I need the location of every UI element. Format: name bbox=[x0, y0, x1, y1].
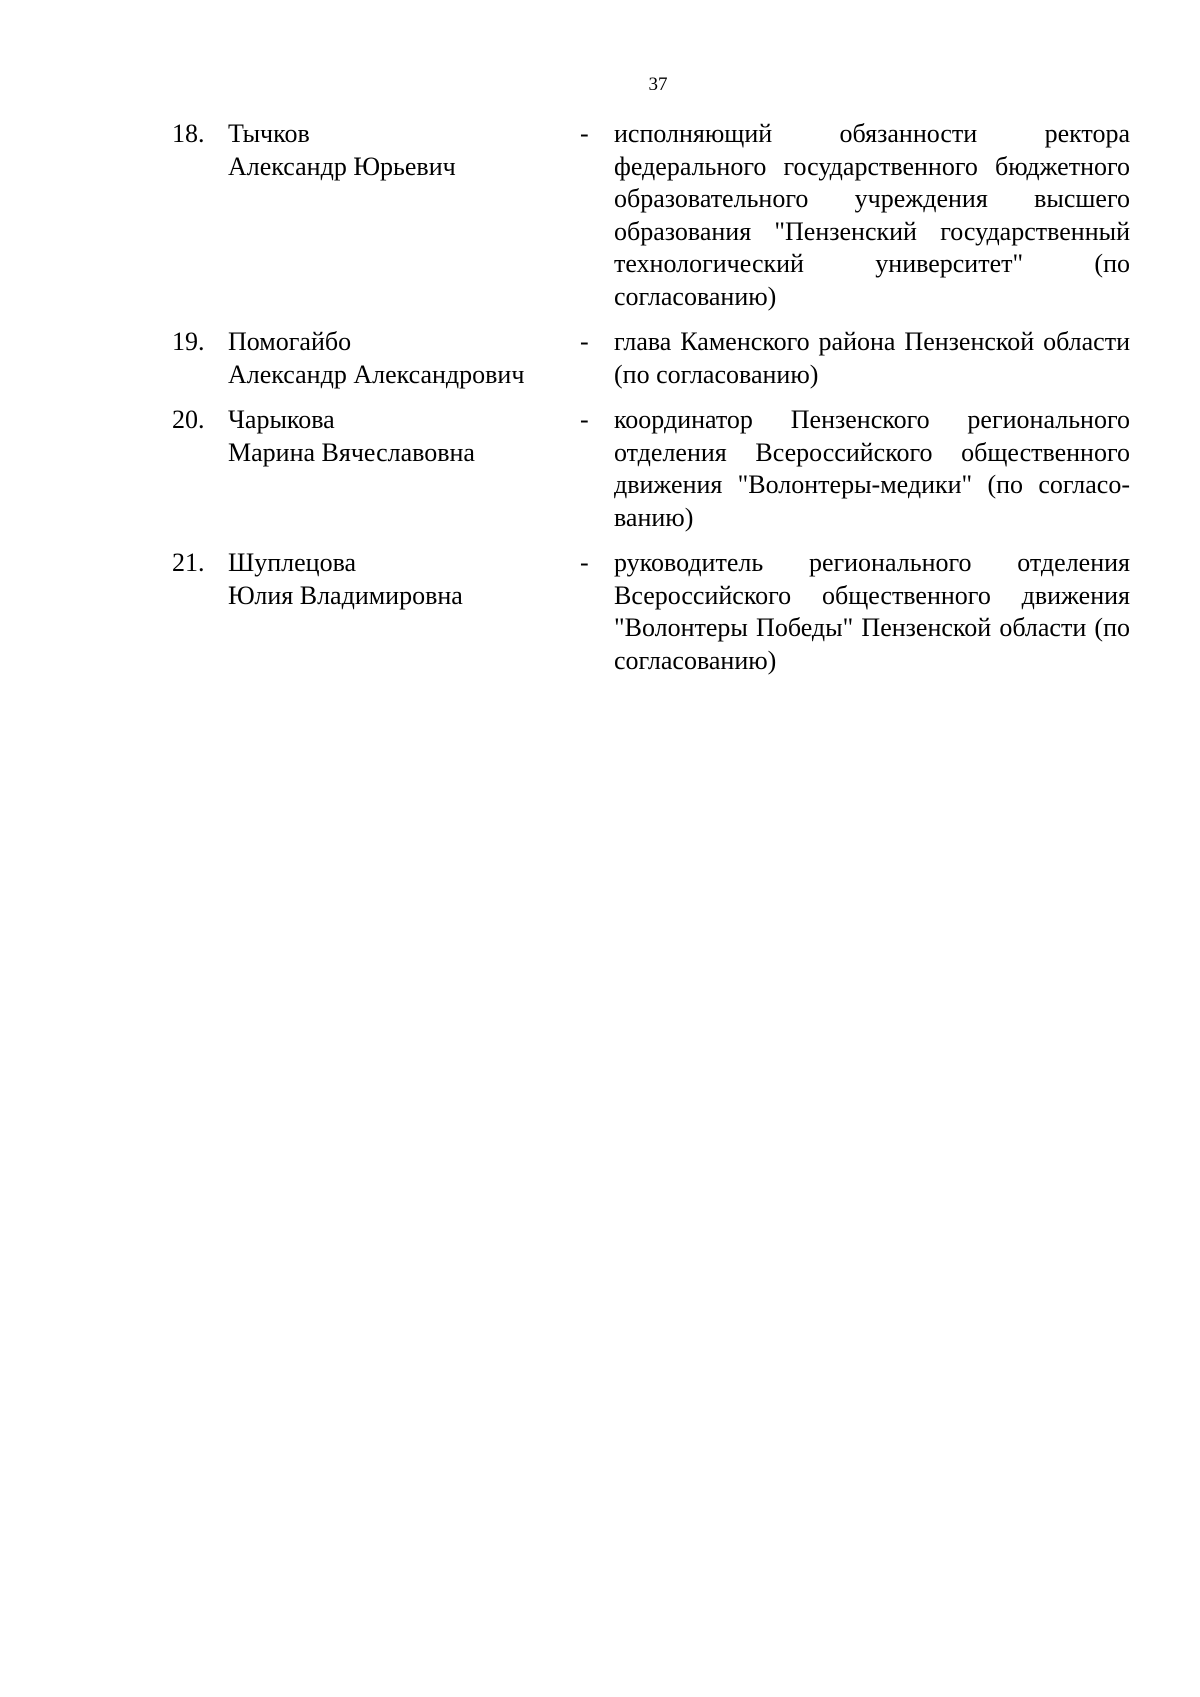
item-number: 18. bbox=[172, 119, 205, 148]
member-list bbox=[0, 118, 1200, 677]
member-given-names: Юлия Владимировна bbox=[228, 580, 463, 610]
member-name bbox=[228, 118, 558, 183]
item-number: 20. bbox=[172, 405, 205, 434]
dash-separator: - bbox=[580, 405, 589, 434]
dash-separator: - bbox=[580, 327, 589, 356]
member-given-names: Александр Александрович bbox=[228, 359, 525, 389]
list-item bbox=[0, 326, 1200, 391]
member-role: исполняющий обязанности ректора федерального государственного бюджетного образовательного учреждения высшего образования "Пензенский государственный технологический университет" (по согласованию) bbox=[614, 119, 1130, 311]
member-surname: Чарыкова bbox=[228, 405, 335, 434]
member-surname: Шуплецова bbox=[228, 548, 357, 577]
member-name bbox=[228, 404, 558, 469]
item-number: 19. bbox=[172, 327, 205, 356]
item-number: 21. bbox=[172, 548, 205, 577]
member-given-names: Александр Юрьевич bbox=[228, 151, 456, 181]
member-name bbox=[228, 326, 558, 391]
member-name bbox=[228, 547, 558, 612]
list-item bbox=[0, 118, 1200, 313]
list-item bbox=[0, 547, 1200, 677]
dash-separator: - bbox=[580, 548, 589, 577]
member-given-names: Марина Вячеславовна bbox=[228, 437, 475, 467]
list-item bbox=[0, 404, 1200, 534]
member-surname: Тычков bbox=[228, 119, 310, 148]
member-role: руководитель регионального отделения Всероссийского общественного движения "Волонтеры Победы" Пензенской области (по согласованию) bbox=[614, 548, 1130, 675]
member-role: глава Каменского района Пензенской области (по согласованию) bbox=[614, 327, 1130, 389]
member-surname: Помогайбо bbox=[228, 327, 352, 356]
dash-separator: - bbox=[580, 119, 589, 148]
page-number: 37 bbox=[648, 74, 668, 95]
member-role: координатор Пензенского регионального отделения Всероссийского общественного движения "Волонтеры-медики" (по согласованию) bbox=[614, 405, 1130, 532]
